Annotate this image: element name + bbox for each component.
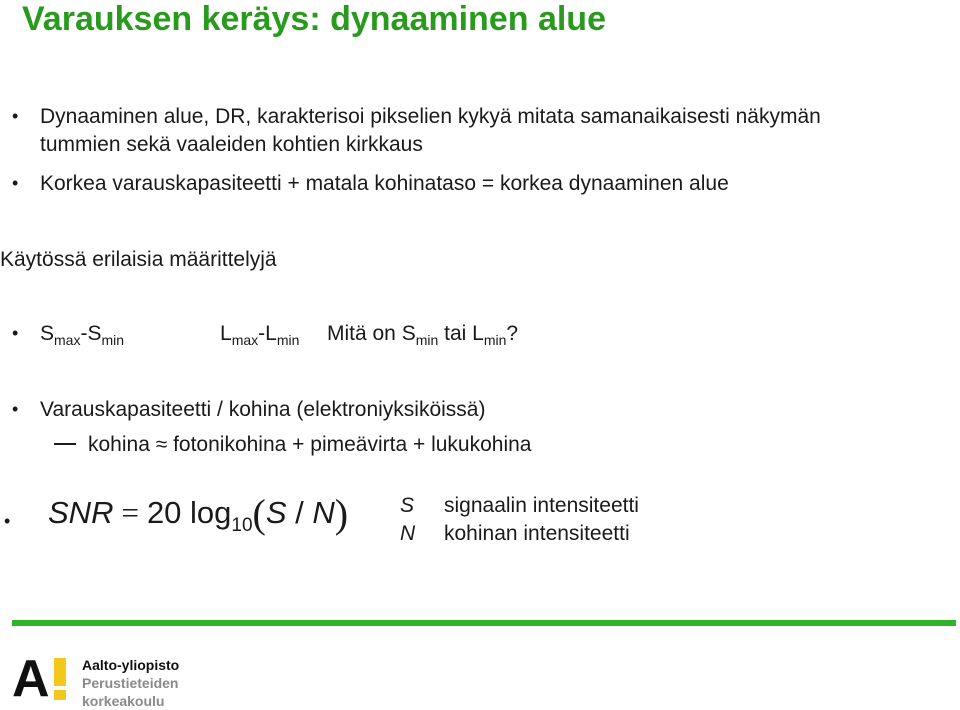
definitions-intro: Käytössä erilaisia määrittelyjä [0,248,277,271]
legend-text-signal: signaalin intensiteetti [444,494,639,517]
legend-text-noise: kohinan intensiteetti [444,522,630,545]
legend-symbol-n: N [400,522,416,545]
aalto-logo-icon [12,652,72,700]
definition-l-range: $L_{max}-L_{min}$ [220,322,300,348]
university-name-line2: Perustieteiden [82,675,179,691]
bullet-marker: • [4,511,11,531]
sub-bullet-dash [54,443,76,445]
bullet-marker: • [12,323,19,343]
slide-title: Varauksen keräys: dynaaminen alue [22,0,606,38]
legend-symbol-s: S [400,494,415,517]
bullet-marker: • [12,399,19,419]
svg-text:A: A [12,652,50,700]
university-name [82,656,179,710]
university-name-line1: Aalto-yliopisto [82,657,180,673]
bullet-text-dynamic-range-cont: tummien sekä vaaleiden kohtien kirkkaus [40,133,423,156]
definition-s-range: $S_{max}-S_{min}$ [40,322,125,348]
definition-question: Mitä on $S_{min}$ tai $L_{min}$? [327,322,519,348]
sub-bullet-noise: kohina ≈ fotonikohina + pimeävirta + lukukohina [88,433,532,456]
bullet-text-capacity: Korkea varauskapasiteetti + matala kohinataso = korkea dynaaminen alue [40,172,729,195]
bullet-text-capacity-per-noise: Varauskapasiteetti / kohina (elektroniyksiköissä) [40,398,486,421]
footer-rule [12,620,956,626]
bullet-text-dynamic-range: Dynaaminen alue, DR, karakterisoi pikselien kykyä mitata samanaikaisesti näkymän [40,105,821,128]
snr-formula: SNR = 20 log10(S / N) [48,491,349,536]
bullet-marker: • [12,173,19,193]
bullet-marker: • [12,106,19,126]
university-name-line3: korkeakoulu [82,693,165,709]
